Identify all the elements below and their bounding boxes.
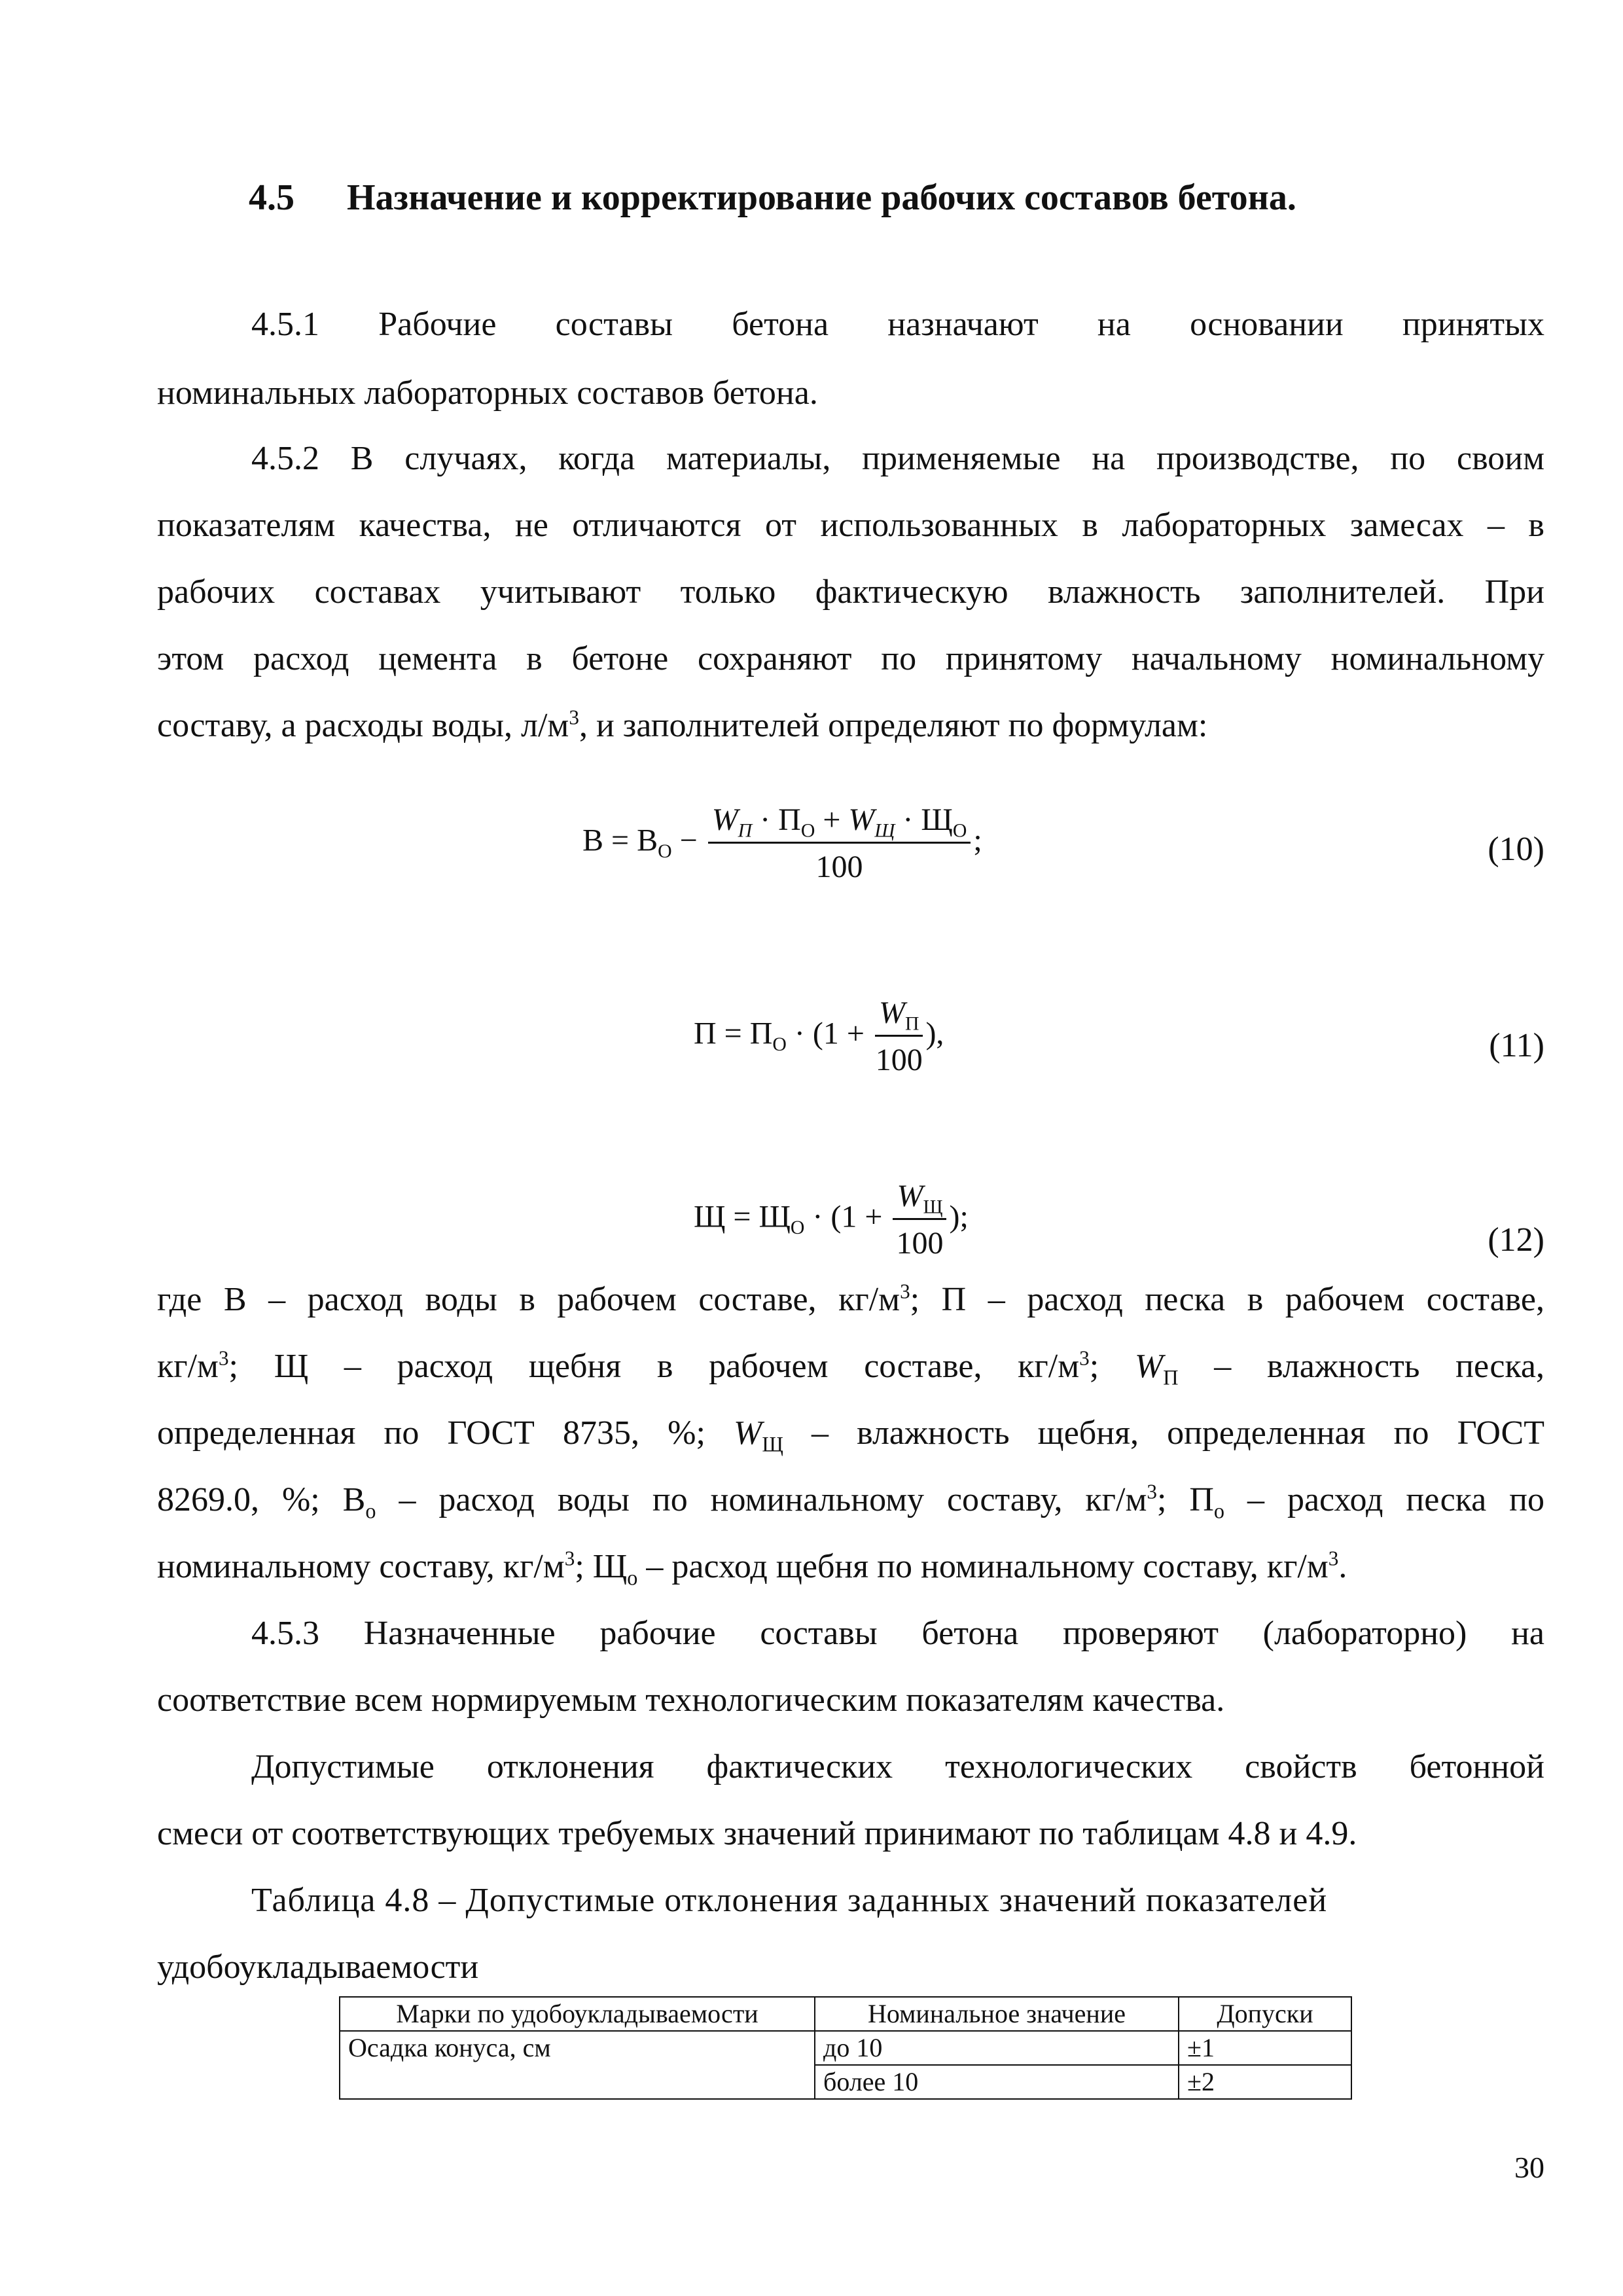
legend-line: где В – расход воды в рабочем составе, $кг/м^3$; П – расход песка в рабочем составе,: [157, 1280, 1544, 1318]
legend-line: определенная по ГОСТ 8735, %; $W_Щ$ – влажность щебня, определенная по ГОСТ: [157, 1414, 1544, 1456]
table-cell: до 10: [815, 2031, 1179, 2065]
table-caption: Таблица 4.8 – Допустимые отклонения заданных значений показателей: [251, 1882, 1328, 1919]
table-header-row: [340, 1997, 1351, 2031]
legend-line: 8269.0, %; $В_о$ – расход воды по номинальному составу, $кг/м^3$; $П_о$ – расход песка по: [157, 1480, 1545, 1523]
table-cell: более 10: [815, 2065, 1179, 2099]
table-caption: удобоукладываемости: [157, 1948, 479, 1986]
paragraph-4-5-2-line: показателям качества, не отличаются от использованных в лабораторных замесах – в: [157, 507, 1544, 544]
equation-number: (11): [1489, 1027, 1544, 1064]
formula-10: $В = В_О$ − $\frac{W_П \cdot П_О + W_Щ \cdot Щ_О}{100}$ ;: [582, 802, 982, 884]
legend-line: $кг/м^3$; Щ – расход щебня в рабочем составе, $кг/м^3$; $W_П$ – влажность песка,: [157, 1346, 1545, 1390]
paragraph-tolerances-line: Допустимые отклонения фактических технологических свойств бетонной: [251, 1748, 1544, 1785]
table-cell: ±2: [1179, 2065, 1351, 2099]
paragraph-4-5-1-line: номинальных лабораторных составов бетона.: [157, 374, 818, 412]
legend-line: номинальному составу, $кг/м^3$; $Щ_о$ – расход щебня по номинальному составу, $кг/м^3$.: [157, 1547, 1347, 1590]
paragraph-4-5-2-line: 4.5.2 В случаях, когда материалы, применяемые на производстве, по своим: [251, 440, 1544, 477]
table-row: [340, 2031, 1351, 2065]
page-number: 30: [1514, 2151, 1544, 2184]
paragraph-tolerances-line: смеси от соответствующих требуемых значений принимают по таблицам 4.8 и 4.9.: [157, 1815, 1357, 1852]
table-header-cell: Номинальное значение: [815, 1997, 1179, 2031]
paragraph-4-5-2-line: рабочих составах учитывают только фактическую влажность заполнителей. При: [157, 573, 1544, 611]
table-cell-label: Осадка конуса, см: [340, 2031, 815, 2099]
tolerance-table: [339, 1996, 1352, 2100]
paragraph-4-5-1-line: 4.5.1 Рабочие составы бетона назначают на основании принятых: [251, 306, 1544, 343]
equation-number: (10): [1488, 831, 1544, 868]
formula-11: $П = П_О \cdot (1$ + $\frac{W_П}{100}$ ),: [694, 996, 944, 1077]
table-header-cell: Допуски: [1179, 1997, 1351, 2031]
table-cell: ±1: [1179, 2031, 1351, 2065]
paragraph-4-5-2-line: этом расход цемента в бетоне сохраняют по принятому начальному номинальному: [157, 640, 1544, 677]
equation-number: (12): [1488, 1221, 1544, 1259]
paragraph-4-5-3-line: соответствие всем нормируемым технологическим показателям качества.: [157, 1681, 1225, 1719]
formula-12: $Щ = Щ_О \cdot (1$ + $\frac{W_Щ}{100}$ );: [694, 1179, 969, 1261]
section-number: 4.5: [249, 177, 294, 218]
section-heading: [249, 177, 1296, 219]
paragraph-4-5-3-line: 4.5.3 Назначенные рабочие составы бетона проверяют (лабораторно) на: [251, 1615, 1544, 1652]
paragraph-4-5-2-line: составу, а расходы воды, $л/м^3$, и заполнителей определяют по формулам:: [157, 706, 1208, 744]
section-title: Назначение и корректирование рабочих составов бетона.: [347, 177, 1296, 218]
table-header-cell: Марки по удобоукладываемости: [340, 1997, 815, 2031]
